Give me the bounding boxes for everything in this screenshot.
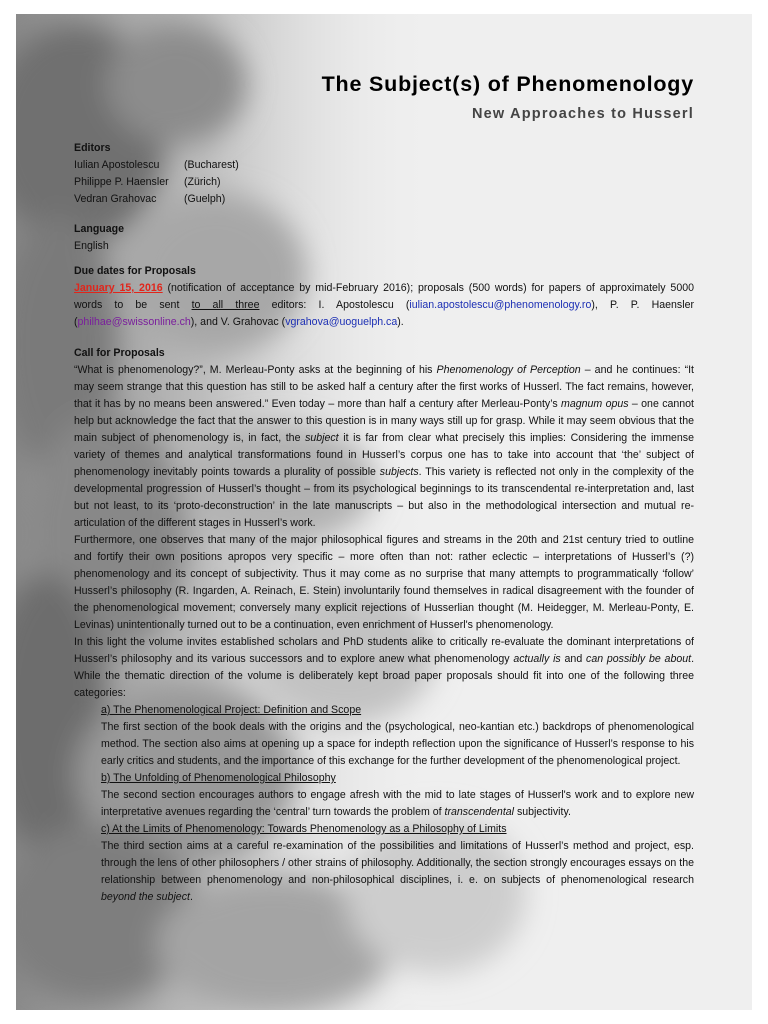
editor-city: (Guelph) <box>184 193 226 205</box>
due-dates-section <box>74 263 694 331</box>
editor-city: (Zürich) <box>184 176 221 188</box>
cfp-paragraph-1: “What is phenomenology?”, M. Merleau-Ponty asks at the beginning of his Phenomenology of Perception – and he continues: “It may seem strange that this question has still to be asked half a century after the first works of Husserl. The fact remains, however, that it has by no means been answered.” Even today – more than half a century after Merleau-Ponty’s magnum opus – one cannot help but acknowledge the fact that the answer to this question is in many ways still up for grasp. While it may seem obvious that the main subject of phenomenology is, in fact, the subject it is far from clear what precisely this implies: Considering the immense variety of themes and analytical transformations found in Husserl’s corpus one has to take into account that ‘the’ subject of phenomenology inevitably points towards a plurality of possible subjects. This variety is reflected not only in the complexity of the developmental progression of Husserl’s thought – from its psychological beginnings to its transcendental re-interpretation and, last but not least, to its ‘proto-deconstruction’ in the late manuscripts – but also in the methodological intersection and mutual re-articulation of the different stages in Husserl’s work. <box>74 364 694 529</box>
language-section <box>74 221 694 255</box>
language-label: Language <box>74 223 125 235</box>
email-link-apostolescu[interactable]: iulian.apostolescu@phenomenology.ro <box>409 299 592 311</box>
category-a-title: a) The Phenomenological Project: Definition and Scope <box>101 704 362 716</box>
category-c-text: The third section aims at a careful re-examination of the possibilities and limitations of Husserl’s method and project, esp. through the lens of other philosophers / other strains of philosophy. Additionally, the section strongly encourages essays on the relationship between phenomenology and non-philosophical disciplines, i. e. on subjects of phenomenological research beyond the subject. <box>101 840 694 903</box>
email-link-haensler[interactable]: philhae@swissonline.ch <box>77 316 191 328</box>
editor-row <box>74 191 694 208</box>
category-b-title: b) The Unfolding of Phenomenological Philosophy <box>101 772 336 784</box>
cfp-paragraph-3: In this light the volume invites established scholars and PhD students alike to critically re-evaluate the dominant interpretations of Husserl’s philosophy and its various successors and to explore anew what phenomenology actually is and can possibly be about. While the thematic direction of the volume is deliberately kept broad paper proposals should fit into one of the following three categories: <box>74 636 695 699</box>
category-a-text: The first section of the book deals with the origins and the (psychological, neo-kantian etc.) backdrops of phenomenological method. The section also aims at opening up a space for indepth reflection upon the significance of Husserl’s response to his early critics and students, and the importance of this exchange for the further development of the phenomenological project. <box>101 721 694 767</box>
cfp-paragraph-2: Furthermore, one observes that many of the major philosophical figures and streams in the 20th and 21st century tried to outline and fortify their own positions apropos very specific – more often than not: rather eclectic – interpretations of Husserl’s (?) phenomenology and its concept of subjectivity. Thus it may come as no surprise that many attempts to programmatically ‘follow’ Husserl’s philosophy (R. Ingarden, A. Reinach, E. Stein) involuntarily found themselves in radical disagreement with the founder of the phenomenological movement; conversely many explicit rejections of Husserlian thought (M. Heidegger, M. Merleau-Ponty, E. Levinas) unintentionally turned out to be a continuation, even enrichment of Husserl's phenomenology. <box>74 534 694 631</box>
due-dates-text: January 15, 2016 (notification of acceptance by mid-February 2016); proposals (500 words) for papers of approximately 5000 words to be sent to all three editors: I. Apostolescu (iulian.apostolescu@phenomenology.ro), P. P. Haensler (philhae@swissonline.ch), and V. Grahovac (vgrahova@uoguelph.ca). <box>74 282 694 328</box>
due-date: January 15, 2016 <box>74 282 163 294</box>
all-three-emphasis: to all three <box>191 299 260 311</box>
editor-name: Philippe P. Haensler <box>74 176 169 188</box>
editor-name: Iulian Apostolescu <box>74 159 160 171</box>
due-dates-label: Due dates for Proposals <box>74 265 196 277</box>
category-a <box>74 702 694 906</box>
call-for-proposals-section <box>74 345 694 906</box>
category-b-text: The second section encourages authors to engage afresh with the mid to late stages of Husserl's work and to explore new interpretative avenues regarding the ‘central’ turn towards the problem of transcendental subjectivity. <box>101 789 694 818</box>
editor-row <box>74 157 694 174</box>
editor-row <box>74 174 694 191</box>
document-page <box>16 14 752 1010</box>
page-title: The Subject(s) of Phenomenology <box>321 72 694 96</box>
email-link-grahovac[interactable]: vgrahova@uoguelph.ca <box>285 316 398 328</box>
cfp-label: Call for Proposals <box>74 347 165 359</box>
editor-name: Vedran Grahovac <box>74 193 157 205</box>
page-subtitle: New Approaches to Husserl <box>471 106 694 122</box>
editors-section <box>74 140 694 208</box>
language-value: English <box>74 240 109 252</box>
editor-city: (Bucharest) <box>184 159 239 171</box>
editors-label: Editors <box>74 142 111 154</box>
category-c-title: c) At the Limits of Phenomenology: Towards Phenomenology as a Philosophy of Limits <box>101 823 507 835</box>
